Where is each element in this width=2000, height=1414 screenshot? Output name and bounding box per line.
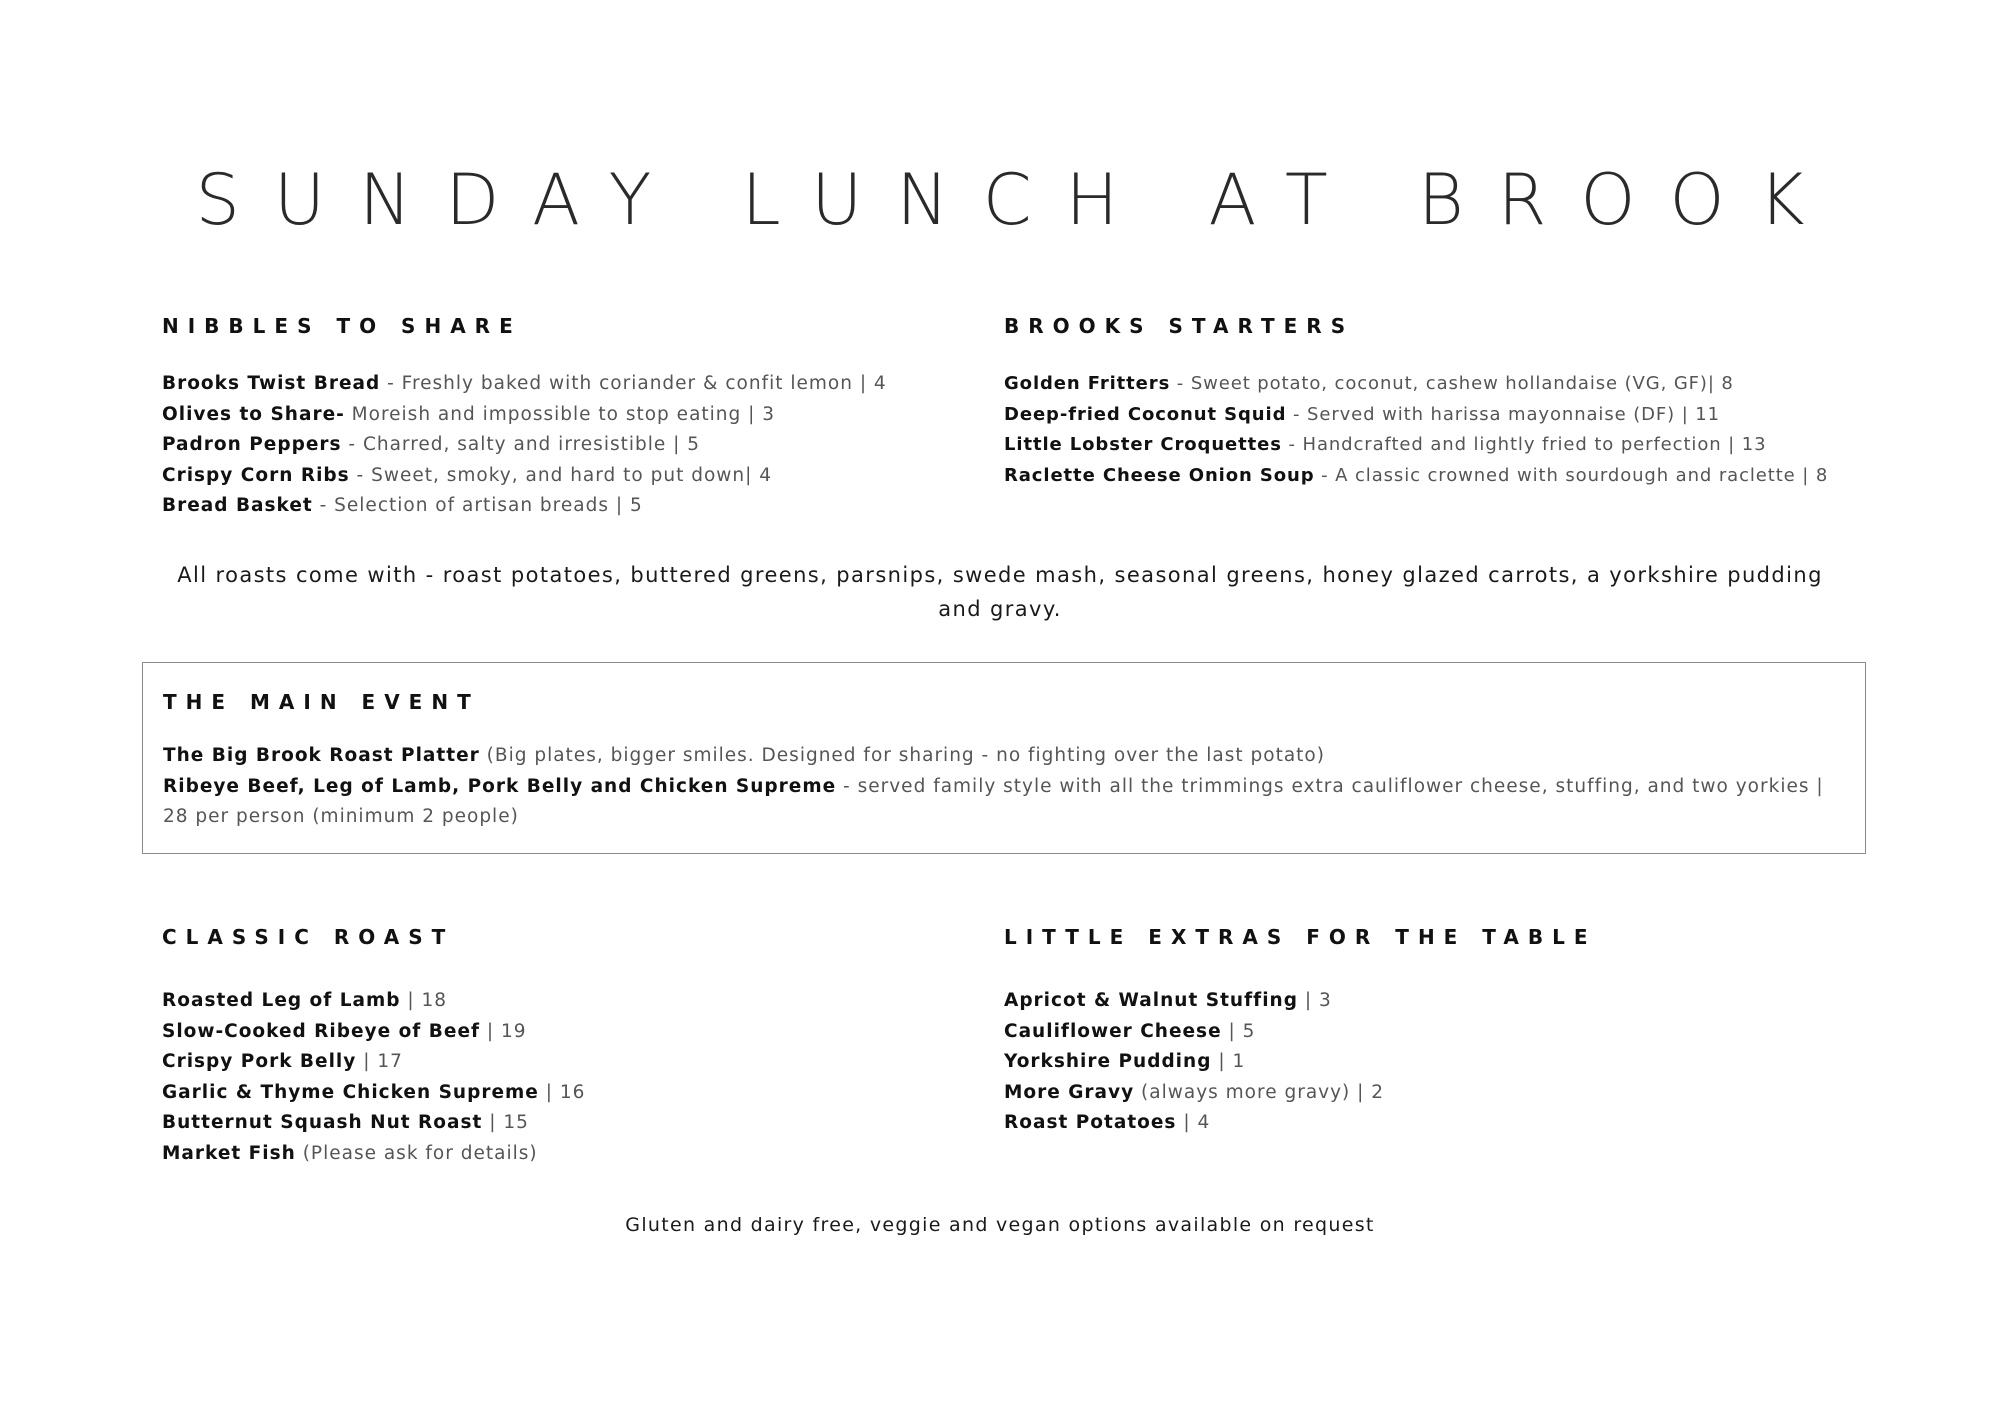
item-description: Moreish and impossible to stop eating | 3 (344, 403, 776, 425)
menu-item (162, 1108, 982, 1139)
item-name: Crispy Pork Belly (162, 1051, 357, 1072)
item-description: - Handcrafted and lightly fried to perfection | 13 (1281, 434, 1767, 455)
item-name: Slow-Cooked Ribeye of Beef (162, 1020, 481, 1042)
item-description: - Sweet, smoky, and hard to put down| 4 (349, 464, 773, 486)
item-name: The Big Brook Roast Platter (163, 745, 480, 766)
item-name: Raclette Cheese Onion Soup (1004, 464, 1315, 486)
item-description: | 5 (1221, 1020, 1256, 1042)
menu-item (1004, 461, 1904, 492)
starters-section (1004, 313, 1904, 491)
item-name: Yorkshire Pudding (1004, 1051, 1212, 1072)
extras-heading: LITTLE EXTRAS FOR THE TABLE (1004, 925, 1597, 949)
item-name: Crispy Corn Ribs (162, 464, 350, 486)
main-event-heading: THE MAIN EVENT (163, 690, 480, 714)
main-event-box (142, 662, 1866, 854)
menu-item (162, 491, 982, 522)
nibbles-list (162, 369, 982, 522)
menu-item (162, 1047, 982, 1078)
item-name: More Gravy (1004, 1081, 1135, 1103)
menu-item (1004, 1078, 1824, 1109)
menu-item (1004, 430, 1904, 461)
item-name: Little Lobster Croquettes (1004, 434, 1282, 455)
menu-item (162, 1017, 982, 1048)
menu-item (162, 430, 982, 461)
roasts-note: All roasts come with - roast potatoes, buttered greens, parsnips, swede mash, seasonal greens, honey glazed carrots, a yorkshire pudding and gravy. (177, 563, 1823, 621)
item-description: | 1 (1211, 1051, 1246, 1072)
menu-item (162, 1078, 982, 1109)
item-description: - Served with harissa mayonnaise (DF) | 11 (1286, 403, 1720, 425)
item-name: Roast Potatoes (1004, 1112, 1177, 1133)
menu-item (1004, 1017, 1824, 1048)
item-description: (Please ask for details) (295, 1142, 538, 1164)
item-description: | 19 (480, 1020, 527, 1042)
starters-heading: BROOKS STARTERS (1004, 314, 1355, 338)
item-name: Garlic & Thyme Chicken Supreme (162, 1081, 539, 1103)
starters-list (1004, 369, 1904, 491)
menu-item (1004, 1047, 1824, 1078)
item-name: Bread Basket (162, 495, 313, 516)
item-name: Brooks Twist Bread (162, 373, 381, 394)
item-description: - Selection of artisan breads | 5 (312, 495, 643, 516)
item-description: | 17 (356, 1051, 403, 1072)
item-description: - Freshly baked with coriander & confit lemon | 4 (380, 373, 887, 394)
item-description: | 4 (1176, 1112, 1211, 1133)
item-name: Butternut Squash Nut Roast (162, 1112, 483, 1133)
item-description: (always more gravy) | 2 (1134, 1081, 1385, 1103)
menu-item (162, 1139, 982, 1170)
menu-item (1004, 1108, 1824, 1139)
menu-item (162, 400, 982, 431)
item-name: Olives to Share- (162, 403, 345, 425)
item-name: Padron Peppers (162, 434, 342, 455)
dietary-note: Gluten and dairy free, veggie and vegan options available on request (625, 1214, 1375, 1236)
item-description: | 18 (400, 990, 448, 1011)
menu-item (1004, 400, 1904, 431)
menu-title: SUNDAY LUNCH AT BROOK (195, 159, 1839, 241)
item-description: | 16 (538, 1081, 586, 1103)
item-name: Roasted Leg of Lamb (162, 990, 401, 1011)
extras-section (1004, 924, 1824, 1139)
menu-item (1004, 986, 1824, 1017)
menu-item (1004, 369, 1904, 400)
menu-item (162, 461, 982, 492)
classic-roast-heading: CLASSIC ROAST (162, 925, 455, 949)
menu-item (162, 369, 982, 400)
nibbles-section (162, 313, 982, 522)
item-description: - served family style with all the trimmings extra cauliflower cheese, stuffing, and two yorkies | 28 per person (minimum 2 people) (163, 775, 1824, 827)
main-event-list (163, 741, 1845, 833)
item-description: | 15 (482, 1112, 529, 1133)
nibbles-heading: NIBBLES TO SHARE (162, 314, 522, 338)
item-name: Deep-fried Coconut Squid (1004, 403, 1287, 425)
menu-item (163, 741, 1845, 772)
extras-list (1004, 986, 1824, 1139)
classic-roast-section (162, 924, 982, 1169)
item-description: - A classic crowned with sourdough and raclette | 8 (1314, 464, 1829, 486)
classic-roast-list (162, 986, 982, 1169)
item-name: Golden Fritters (1004, 373, 1171, 394)
item-description: | 3 (1297, 990, 1332, 1011)
item-description: - Sweet potato, coconut, cashew hollandaise (VG, GF)| 8 (1170, 373, 1734, 394)
menu-item (163, 772, 1845, 833)
item-name: Market Fish (162, 1142, 296, 1164)
item-name: Cauliflower Cheese (1004, 1020, 1222, 1042)
item-name: Ribeye Beef, Leg of Lamb, Pork Belly and Chicken Supreme (163, 775, 837, 797)
item-name: Apricot & Walnut Stuffing (1004, 990, 1298, 1011)
item-description: - Charred, salty and irresistible | 5 (341, 434, 701, 455)
menu-item (162, 986, 982, 1017)
item-description: (Big plates, bigger smiles. Designed for sharing - no fighting over the last potato) (479, 745, 1325, 766)
